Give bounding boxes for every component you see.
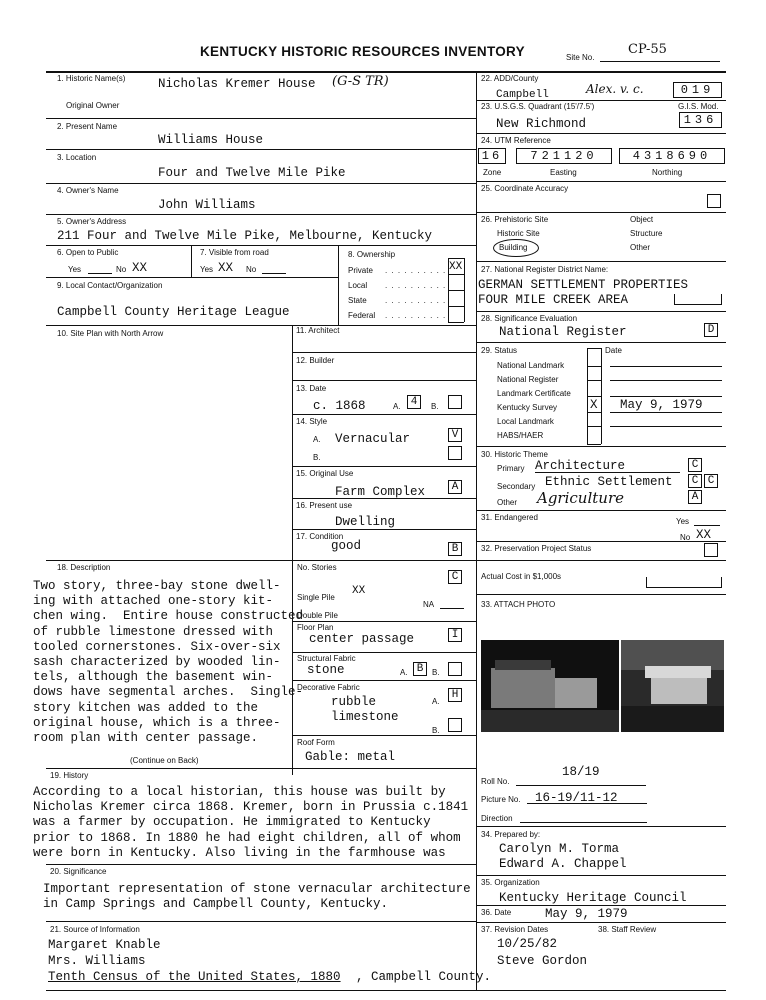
cost-boxes <box>646 577 722 588</box>
theme-primary-value: Architecture <box>535 459 626 473</box>
staff-review-label: 38. Staff Review <box>598 925 657 934</box>
date-a-code: 4 <box>407 395 421 409</box>
county-code: 019 <box>673 82 722 98</box>
theme-primary-code: C <box>688 458 702 472</box>
status-nl: National Landmark <box>497 361 565 370</box>
revision-value: 10/25/82 <box>497 937 558 951</box>
single-pile-label: Single Pile <box>297 593 335 602</box>
present-use-value: Dwelling <box>335 515 396 529</box>
history-label: 19. History <box>50 771 89 780</box>
county-label: 22. ADD/County <box>481 74 539 83</box>
status-lc: Landmark Certificate <box>497 389 571 398</box>
endangered-yes: Yes <box>676 517 690 526</box>
decorative-a-label: A. <box>432 697 440 706</box>
source-line-1: Margaret Knable <box>48 938 161 952</box>
history-text: According to a local historian, this house was built by Nicholas Kremer circa 1868. Kremer, born in Prussia c.1841 was a farmer by occupation. He immigrated to Kentucky prior to 1868. In 1880 he had eight children, all of whom were born in Kentucky. Also living in the farmhouse was <box>33 785 469 860</box>
condition-code: B <box>448 542 462 556</box>
building-label: Building <box>499 243 528 252</box>
style-b-label: B. <box>313 453 321 462</box>
date-a-label: A. <box>393 402 401 411</box>
theme-label: 30. Historic Theme <box>481 450 548 459</box>
status-ks-mark: X <box>590 398 598 412</box>
picture-label: Picture No. <box>481 795 521 804</box>
double-pile-label: Double Pile <box>297 611 338 620</box>
district-code-boxes <box>674 294 722 305</box>
status-hh: HABS/HAER <box>497 431 544 440</box>
utm-zone-label: Zone <box>483 168 502 177</box>
site-no-value: CP-55 <box>628 42 667 57</box>
local-contact-value: Campbell County Heritage League <box>57 305 290 319</box>
roll-value: 18/19 <box>562 765 600 779</box>
decorative-code: H <box>448 688 462 702</box>
roof-form-value: Gable: metal <box>305 750 396 764</box>
original-owner-label: Original Owner <box>66 101 120 110</box>
structural-b-box <box>448 662 462 676</box>
date-b-box <box>448 395 462 409</box>
historic-name-label: 1. Historic Name(s) <box>57 74 126 83</box>
original-use-label: 15. Original Use <box>296 469 354 478</box>
style-b-box <box>448 446 462 460</box>
district-value-2: FOUR MILE CREEK AREA <box>478 293 629 307</box>
decorative-b-label: B. <box>432 726 440 735</box>
visible-road-label: 7. Visible from road <box>200 248 269 257</box>
local-contact-label: 9. Local Contact/Organization <box>57 281 163 290</box>
district-value-1: GERMAN SETTLEMENT PROPERTIES <box>478 278 689 292</box>
theme-other-code: A <box>688 490 702 504</box>
original-use-code: A <box>448 480 462 494</box>
form-title: KENTUCKY HISTORIC RESOURCES INVENTORY <box>200 44 525 59</box>
theme-secondary-value: Ethnic Settlement <box>545 475 673 489</box>
open-public-label: 6. Open to Public <box>57 248 119 257</box>
historic-name-note: (G-S TR) <box>332 74 389 89</box>
decorative-value-2: limestone <box>331 710 399 724</box>
attach-photo-label: 33. ATTACH PHOTO <box>481 600 556 609</box>
date-36-value: May 9, 1979 <box>545 907 628 921</box>
structural-a-label: A. <box>400 668 408 677</box>
status-ks-date: May 9, 1979 <box>620 398 703 412</box>
quadrant-label: 23. U.S.G.S. Quadrant (15'/7.5') <box>481 102 595 111</box>
description-text: Two story, three-bay stone dwell- ing with attached one-story kit- chen wing. Entire house constructed of rubble limestone dressed with tooled cornerstones. Six-over-six sash characterized by wooded lin- tels, although the basement win- dows have segmental arches. Single- story kitchen was added to the original house, which is a three- room plan with center passage. <box>33 579 304 746</box>
theme-other-label: Other <box>497 498 518 507</box>
visible-road-no: No <box>246 265 257 274</box>
theme-secondary-label: Secondary <box>497 482 536 491</box>
structure-label: Structure <box>630 229 663 238</box>
direction-label: Direction <box>481 814 513 823</box>
roof-form-label: Roof Form <box>297 738 335 747</box>
reviewer-value: Steve Gordon <box>497 954 588 968</box>
ownership-mark: XX <box>449 261 463 273</box>
source-line-2: Mrs. Williams <box>48 954 146 968</box>
visible-road-yes: Yes <box>200 265 214 274</box>
county-value: Campbell <box>496 89 549 101</box>
theme-primary-label: Primary <box>497 464 525 473</box>
other-label: Other <box>630 243 651 252</box>
floor-plan-value: center passage <box>309 632 415 646</box>
status-ks: Kentucky Survey <box>497 403 558 412</box>
gis-code: 136 <box>679 112 722 128</box>
prepared-label: 34. Prepared by: <box>481 830 541 839</box>
floor-plan-label: Floor Plan <box>297 623 334 632</box>
building-circle <box>493 239 539 257</box>
date-label: 13. Date <box>296 384 327 393</box>
stories-code: C <box>448 570 462 584</box>
open-public-yes: Yes <box>68 265 82 274</box>
preservation-label: 32. Preservation Project Status <box>481 544 592 553</box>
ownership-local: Local <box>348 281 368 290</box>
utm-label: 24. UTM Reference <box>481 136 551 145</box>
style-value: Vernacular <box>335 432 411 446</box>
condition-label: 17. Condition <box>296 532 344 541</box>
preservation-box <box>704 543 718 557</box>
continue-on-back: (Continue on Back) <box>130 756 199 765</box>
structural-b-label: B. <box>432 668 440 677</box>
district-label: 27. National Register District Name: <box>481 265 609 274</box>
visible-road-answer: XX <box>218 261 234 275</box>
object-label: Object <box>630 215 654 224</box>
date-36-label: 36. Date <box>481 908 512 917</box>
structural-fabric-label: Structural Fabric <box>297 654 356 663</box>
utm-zone: 16 <box>478 148 506 164</box>
owner-name-label: 4. Owner's Name <box>57 186 119 195</box>
quadrant-value: New Richmond <box>496 117 587 131</box>
photo-2 <box>621 640 724 732</box>
utm-easting: 721120 <box>516 148 612 164</box>
theme-secondary-code-1: C <box>688 474 702 488</box>
historic-site-label: Historic Site <box>497 229 540 238</box>
floor-plan-code: I <box>448 628 462 642</box>
ownership-private: Private <box>348 266 373 275</box>
utm-easting-label: Easting <box>550 168 577 177</box>
ownership-state: State <box>348 296 367 305</box>
prepared-value-1: Carolyn M. Torma <box>499 842 620 856</box>
revision-label: 37. Revision Dates <box>481 925 549 934</box>
historic-name-value: Nicholas Kremer House <box>158 77 316 91</box>
status-date-label: Date <box>605 346 622 355</box>
ownership-federal: Federal <box>348 311 376 320</box>
decorative-value-1: rubble <box>331 695 377 709</box>
theme-secondary-code-2: C <box>704 474 718 488</box>
status-nr: National Register <box>497 375 559 384</box>
location-value: Four and Twelve Mile Pike <box>158 166 346 180</box>
description-label: 18. Description <box>57 563 111 572</box>
structural-fabric-value: stone <box>307 663 345 677</box>
ownership-label: 8. Ownership <box>348 250 396 259</box>
roll-label: Roll No. <box>481 777 510 786</box>
open-public-answer: XX <box>132 261 148 275</box>
county-hand: Alex. v. c. <box>586 82 644 96</box>
style-a-label: A. <box>313 435 321 444</box>
location-label: 3. Location <box>57 153 97 162</box>
status-label: 29. Status <box>481 346 518 355</box>
significance-eval-label: 28. Significance Evaluation <box>481 314 578 323</box>
style-code: V <box>448 428 462 442</box>
cost-label: Actual Cost in $1,000s <box>481 572 562 581</box>
present-use-label: 16. Present use <box>296 501 353 510</box>
present-name-value: Williams House <box>158 133 264 147</box>
utm-northing: 4318690 <box>619 148 725 164</box>
na-label: NA <box>423 600 435 609</box>
significance-eval-code: D <box>704 323 718 337</box>
owner-address-label: 5. Owner's Address <box>57 217 127 226</box>
architect-label: 11. Architect <box>296 326 340 335</box>
builder-label: 12. Builder <box>296 356 335 365</box>
owner-address-value: 211 Four and Twelve Mile Pike, Melbourne, Kentucky <box>57 229 433 243</box>
decorative-b-box <box>448 718 462 732</box>
utm-northing-label: Northing <box>652 168 683 177</box>
owner-name-value: John Williams <box>158 198 256 212</box>
date-value: c. 1868 <box>313 399 366 413</box>
site-no-label: Site No. <box>566 53 595 62</box>
endangered-label: 31. Endangered <box>481 513 538 522</box>
endangered-no: No <box>680 533 691 542</box>
original-use-value: Farm Complex <box>335 485 426 499</box>
source-line-3b: , Campbell County. <box>356 970 492 984</box>
significance-text: Important representation of stone vernacular architecture in Camp Springs and Campbell County, Kentucky. <box>43 882 471 912</box>
source-line-3a: Tenth Census of the United States, 1880 <box>48 970 341 984</box>
prehistoric-label: 26. Prehistoric Site <box>481 215 549 224</box>
organization-value: Kentucky Heritage Council <box>499 891 687 905</box>
photo-1 <box>481 640 619 732</box>
stories-label: No. Stories <box>297 563 337 572</box>
structural-code: B <box>413 662 427 676</box>
theme-other-value: Agriculture <box>537 489 624 507</box>
significance-label: 20. Significance <box>50 867 107 876</box>
condition-value: good <box>331 539 362 553</box>
significance-eval-value: National Register <box>499 325 627 339</box>
present-name-label: 2. Present Name <box>57 122 118 131</box>
picture-value: 16-19/11-12 <box>535 791 618 805</box>
single-pile-mark: XX <box>352 585 366 597</box>
open-public-no: No <box>116 265 127 274</box>
date-b-label: B. <box>431 402 439 411</box>
accuracy-box <box>707 194 721 208</box>
decorative-fabric-label: Decorative Fabric <box>297 683 360 692</box>
gis-label: G.I.S. Mod. <box>678 102 719 111</box>
style-label: 14. Style <box>296 417 328 426</box>
organization-label: 35. Organization <box>481 878 540 887</box>
source-label: 21. Source of Information <box>50 925 140 934</box>
accuracy-label: 25. Coordinate Accuracy <box>481 184 569 193</box>
prepared-value-2: Edward A. Chappel <box>499 857 627 871</box>
site-plan-label: 10. Site Plan with North Arrow <box>57 329 164 338</box>
status-ll: Local Landmark <box>497 417 554 426</box>
endangered-answer: XX <box>696 528 712 542</box>
